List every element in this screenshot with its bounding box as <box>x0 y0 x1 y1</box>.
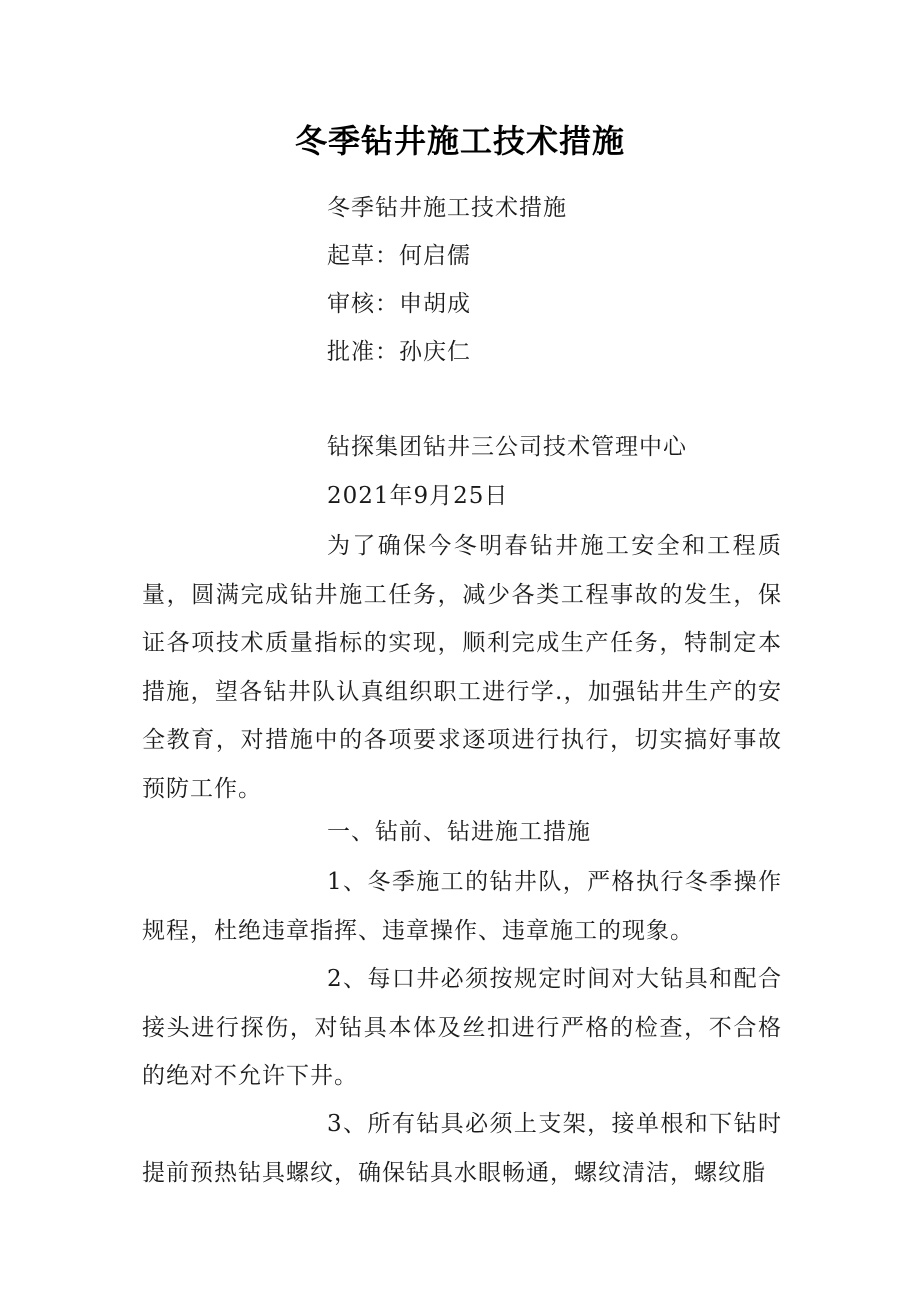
date-line: 2021年9月25日 <box>327 483 509 509</box>
item-2-paragraph: 2、每口井必须按规定时间对大钻具和配合接头进行探伤，对钻具本体及丝扣进行严格的检查，不合格的绝对不允许下井。 <box>142 966 782 1090</box>
document-title: 冬季钻井施工技术措施 <box>294 122 625 160</box>
section-heading: 一、钻前、钻进施工措施 <box>327 819 591 845</box>
item-1-paragraph: 1、冬季施工的钻井队，严格执行冬季操作规程，杜绝违章指挥、违章操作、违章施工的现象。 <box>142 869 782 944</box>
item-3-paragraph: 3、所有钻具必须上支架，接单根和下钻时提前预热钻具螺纹，确保钻具水眼畅通，螺纹清洁，螺纹脂 <box>142 1111 782 1186</box>
reviewer-line: 审核：申胡成 <box>327 291 471 317</box>
organization-line: 钻探集团钻井三公司技术管理中心 <box>327 434 687 460</box>
drafter-line: 起草：何启儒 <box>327 243 471 269</box>
document-subtitle: 冬季钻井施工技术措施 <box>327 195 567 221</box>
intro-paragraph: 为了确保今冬明春钻井施工安全和工程质量，圆满完成钻井施工任务，减少各类工程事故的发生，保证各项技术质量指标的实现，顺利完成生产任务，特制定本措施，望各钻井队认真组织职工进行学.，加强钻井生产的安全教育，对措施中的各项要求逐项进行执行，切实搞好事故预防工作。 <box>142 533 782 802</box>
approver-line: 批准：孙庆仁 <box>327 339 471 365</box>
